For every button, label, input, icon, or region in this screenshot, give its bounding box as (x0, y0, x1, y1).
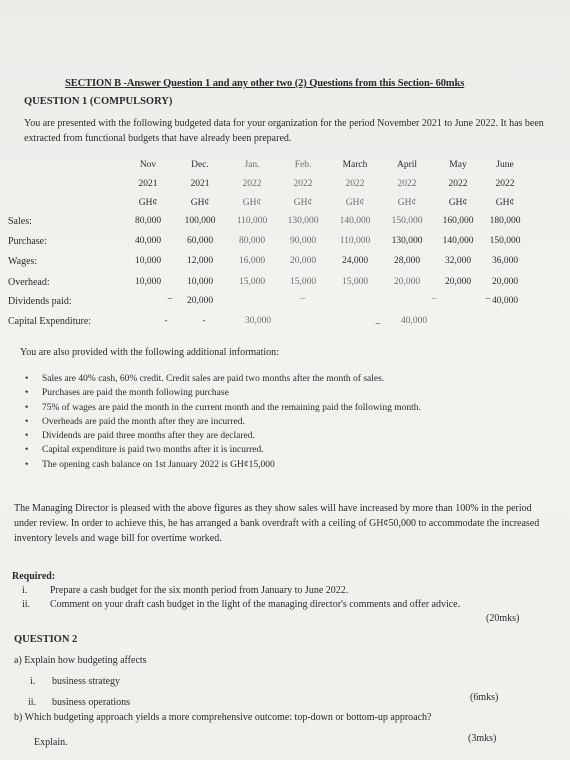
table-cell: 100,000 (184, 216, 216, 226)
row-label: Overhead: (8, 277, 50, 288)
required-item-text: Comment on your draft cash budget in the light of the managing director's comments and offer advice. (50, 599, 461, 610)
table-cell: 110,000 (236, 216, 268, 226)
row-label: Capital Expenditure: (8, 316, 92, 327)
table-cell: 140,000 (339, 216, 371, 226)
table-cell: 130,000 (287, 216, 319, 226)
month-header: Feb. (294, 160, 312, 170)
list-item: • Dividends are paid three months after they are declared. (25, 431, 255, 442)
table-cell: 40,000 (134, 236, 162, 246)
table-cell: 110,000 (339, 236, 371, 246)
table-cell: 15,000 (289, 277, 317, 287)
table-cell: 36,000 (491, 256, 519, 266)
list-item-text: Dividends are paid three months after they are declared. (42, 431, 255, 442)
table-cell: 20,000 (491, 277, 519, 287)
additional-info-intro: You are also provided with the following additional information: (20, 347, 279, 358)
required-marks: (20mks) (486, 613, 520, 624)
list-item-text: 75% of wages are paid the month in the current month and the remaining paid the following month. (42, 402, 421, 413)
month-header: Jan. (244, 160, 260, 170)
table-cell: 20,000 (186, 296, 214, 306)
table-cell: 24,000 (341, 256, 369, 266)
table-cell: _ (375, 316, 381, 326)
table-cell: - (164, 316, 168, 326)
part-b-explain: Explain. (34, 737, 68, 748)
month-header: Dec. (191, 160, 209, 170)
section-heading: SECTION B -Answer Question 1 and any other two (2) Questions from this Section- 60mks (65, 78, 465, 89)
row-label: Sales: (8, 216, 32, 227)
list-item: • The opening cash balance on 1st January 2022 is GH¢15,000 (25, 459, 275, 470)
required-label: Required: (12, 571, 56, 582)
month-header: Nov (139, 160, 157, 170)
table-cell: 140,000 (442, 236, 474, 246)
required-item-text: Prepare a cash budget for the six month period from January to June 2022. (50, 585, 349, 596)
table-cell: 28,000 (393, 256, 421, 266)
table-cell: 12,000 (186, 256, 214, 266)
year-header: 2021 (190, 179, 210, 189)
list-item: • Capital expenditure is paid two months after it is incurred. (25, 445, 264, 456)
table-cell: 180,000 (489, 216, 521, 226)
table-cell: _ (485, 291, 491, 301)
list-item-text: Purchases are paid the month following purchase (42, 388, 229, 399)
table-cell: 90,000 (289, 236, 317, 246)
year-header: 2022 (397, 179, 417, 189)
managing-director-paragraph: The Managing Director is pleased with the above figures as they show sales will have increased by more than 100% in the period under review. In order to achieve this, he has arranged a bank overdraft with a ceiling of GH¢50,000 to accommodate the increased inventory levels and wage bill for overtime worked. (14, 503, 540, 544)
currency-header: GH¢ (448, 198, 468, 208)
table-cell: 10,000 (186, 277, 214, 287)
table-cell: 80,000 (238, 236, 266, 246)
year-header: 2021 (138, 179, 158, 189)
year-header: 2022 (242, 179, 262, 189)
part-a-item-text: business operations (52, 697, 131, 708)
table-cell: 40,000 (491, 296, 519, 306)
list-item-text: Sales are 40% cash, 60% credit. Credit sales are paid two months after the month of sales. (42, 374, 385, 384)
table-cell: 160,000 (442, 216, 474, 226)
table-cell: 130,000 (391, 236, 423, 246)
list-item-text: The opening cash balance on 1st January 2022 is GH¢15,000 (42, 459, 275, 470)
table-cell: 150,000 (391, 216, 423, 226)
currency-header: GH¢ (293, 198, 313, 208)
currency-header: GH¢ (242, 198, 262, 208)
year-header: 2022 (293, 179, 313, 189)
part-a-marks: (6mks) (470, 692, 499, 703)
list-item: • 75% of wages are paid the month in the current month and the remaining paid the following month. (25, 402, 421, 413)
month-header: April (396, 160, 418, 170)
table-cell: 10,000 (134, 256, 162, 266)
month-header: May (449, 160, 467, 170)
list-item: • Sales are 40% cash, 60% credit. Credit sales are paid two months after the month of sales. (25, 374, 385, 384)
question2-title: QUESTION 2 (14, 634, 78, 645)
part-a-item-number: ii. (28, 697, 37, 708)
year-header: 2022 (495, 179, 515, 189)
currency-header: GH¢ (190, 198, 210, 208)
additional-info-list (22, 372, 421, 472)
question2-part-b: b) Which budgeting approach yields a more comprehensive outcome: top-down or bottom-up approach? (14, 712, 432, 723)
year-header: 2022 (345, 179, 365, 189)
table-cell: 15,000 (341, 277, 369, 287)
table-cell: 20,000 (444, 277, 472, 287)
currency-header: GH¢ (345, 198, 365, 208)
table-cell: 150,000 (489, 236, 521, 246)
currency-header: GH¢ (397, 198, 417, 208)
list-item: • Overheads are paid the month after they are incurred. (25, 416, 245, 427)
table-cell: 80,000 (134, 216, 162, 226)
table-cell: 60,000 (186, 236, 214, 246)
row-label: Dividends paid: (8, 296, 72, 307)
table-cell: 20,000 (289, 256, 317, 266)
part-a-item-text: business strategy (52, 676, 121, 687)
table-cell: 15,000 (238, 277, 266, 287)
list-item-text: Overheads are paid the month after they are incurred. (42, 416, 245, 427)
question1-title: QUESTION 1 (COMPULSORY) (24, 96, 173, 107)
required-item-number: ii. (22, 599, 31, 610)
table-cell: _ (300, 291, 306, 301)
table-cell: 10,000 (134, 277, 162, 287)
required-item-number: i. (22, 585, 28, 596)
month-header: March (342, 160, 368, 170)
table-cell: _ (167, 291, 173, 301)
list-item: • Purchases are paid the month following purchase (25, 388, 229, 399)
question2-part-a: a) Explain how budgeting affects (14, 655, 147, 666)
row-label: Wages: (8, 256, 38, 267)
table-cell: 16,000 (238, 256, 266, 266)
table-cell: _ (431, 291, 437, 301)
part-b-marks: (3mks) (468, 733, 497, 744)
month-header: June (496, 160, 514, 170)
table-cell: 20,000 (393, 277, 421, 287)
table-cell: 32,000 (444, 256, 472, 266)
table-cell: - (202, 316, 206, 326)
currency-header: GH¢ (138, 198, 158, 208)
list-item-text: Capital expenditure is paid two months after it is incurred. (42, 445, 264, 456)
row-label: Purchase: (8, 236, 47, 247)
table-cell: 30,000 (244, 316, 272, 326)
table-cell: 40,000 (400, 316, 428, 326)
question1-intro: You are presented with the following budgeted data for your organization for the period November 2021 to June 2022. It has been extracted from functional budgets that have already been prepared. (24, 118, 544, 144)
part-a-item-number: i. (30, 676, 36, 687)
currency-header: GH¢ (495, 198, 515, 208)
year-header: 2022 (448, 179, 468, 189)
